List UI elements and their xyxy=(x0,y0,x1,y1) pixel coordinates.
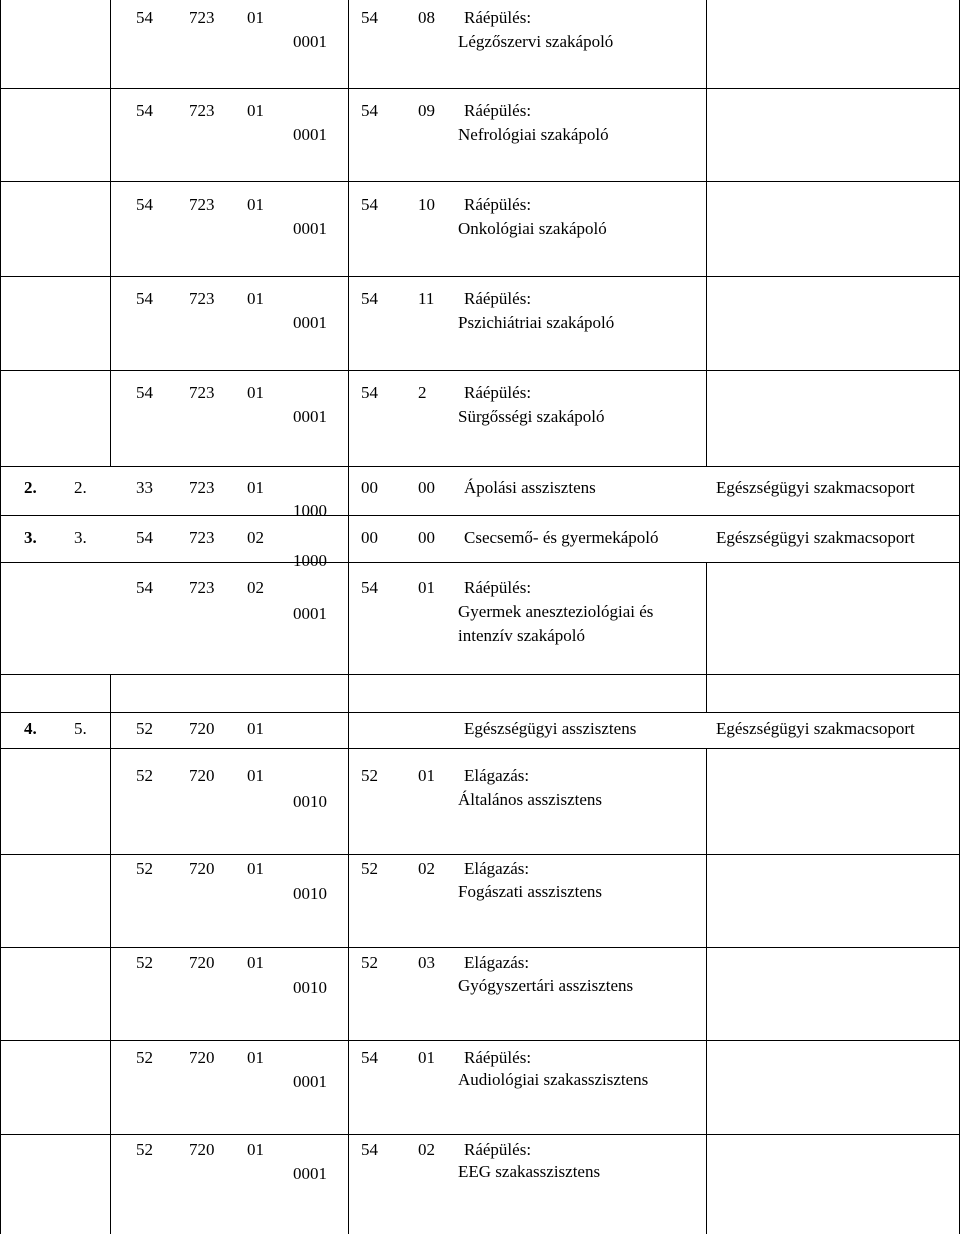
sub-code: 54 xyxy=(361,1048,378,1067)
row-number: 3. xyxy=(24,528,37,547)
code-part: 01 xyxy=(247,1140,264,1159)
qualification-name: Pszichiátriai szakápoló xyxy=(458,313,615,332)
sub-code: 54 xyxy=(361,8,378,27)
qualification-type: Ráépülés: xyxy=(464,289,532,308)
sub-code: 00 xyxy=(418,528,435,547)
code-part: 723 xyxy=(189,478,215,497)
qualification-type: Ráépülés: xyxy=(464,1140,532,1159)
row-number: 3. xyxy=(74,528,87,547)
qualification-type: Ráépülés: xyxy=(464,101,532,120)
code-suffix: 1000 xyxy=(293,551,327,570)
code-part: 01 xyxy=(247,478,264,497)
code-part: 02 xyxy=(247,578,264,597)
row-line xyxy=(0,947,960,948)
code-part: 54 xyxy=(136,195,153,214)
row-line xyxy=(0,1040,960,1041)
code-part: 720 xyxy=(189,1140,215,1159)
qualification-type: Elágazás: xyxy=(464,953,530,972)
table-border-left xyxy=(0,0,1,1234)
row-line xyxy=(0,712,960,713)
profession-group: Egészségügyi szakmacsoport xyxy=(716,528,915,547)
qualification-name: Onkológiai szakápoló xyxy=(458,219,607,238)
sub-code: 01 xyxy=(418,578,435,597)
code-part: 723 xyxy=(189,195,215,214)
qualification-name: Csecsemő- és gyermekápoló xyxy=(464,528,659,547)
sub-code: 10 xyxy=(418,195,435,214)
sub-code: 54 xyxy=(361,289,378,308)
sub-code: 01 xyxy=(418,1048,435,1067)
code-suffix: 0010 xyxy=(293,792,327,811)
code-part: 54 xyxy=(136,383,153,402)
code-suffix: 0001 xyxy=(293,1072,327,1091)
sub-code: 2 xyxy=(418,383,427,402)
code-part: 01 xyxy=(247,859,264,878)
sub-code: 54 xyxy=(361,101,378,120)
sub-code: 54 xyxy=(361,578,378,597)
qualification-name: Légzőszervi szakápoló xyxy=(458,32,614,51)
qualification-type: Ráépülés: xyxy=(464,195,532,214)
code-part: 52 xyxy=(136,953,153,972)
code-suffix: 0001 xyxy=(293,1164,327,1183)
sub-code: 00 xyxy=(361,478,378,497)
qualification-name: Nefrológiai szakápoló xyxy=(458,125,609,144)
column-divider-3 xyxy=(706,748,707,1234)
row-number: 5. xyxy=(74,719,87,738)
row-line xyxy=(0,88,960,89)
row-number: 2. xyxy=(24,478,37,497)
code-suffix: 0001 xyxy=(293,125,327,144)
sub-code: 11 xyxy=(418,289,435,308)
row-line xyxy=(0,674,960,675)
code-part: 54 xyxy=(136,528,153,547)
code-suffix: 1000 xyxy=(293,501,327,520)
qualification-name: Általános asszisztens xyxy=(458,790,602,809)
code-part: 723 xyxy=(189,289,215,308)
code-part: 01 xyxy=(247,101,264,120)
profession-group: Egészségügyi szakmacsoport xyxy=(716,478,915,497)
code-part: 723 xyxy=(189,578,215,597)
sub-code: 54 xyxy=(361,195,378,214)
column-divider-2 xyxy=(348,0,349,1234)
code-part: 52 xyxy=(136,719,153,738)
sub-code: 00 xyxy=(418,478,435,497)
qualification-type: Ráépülés: xyxy=(464,8,532,27)
column-divider-1 xyxy=(110,674,111,1234)
sub-code: 54 xyxy=(361,1140,378,1159)
sub-code: 52 xyxy=(361,766,378,785)
code-suffix: 0010 xyxy=(293,978,327,997)
sub-code: 09 xyxy=(418,101,435,120)
row-line xyxy=(0,276,960,277)
code-part: 01 xyxy=(247,383,264,402)
sub-code: 02 xyxy=(418,859,435,878)
row-line xyxy=(0,515,960,516)
code-part: 723 xyxy=(189,8,215,27)
code-suffix: 0001 xyxy=(293,604,327,623)
code-suffix: 0001 xyxy=(293,407,327,426)
column-divider-3 xyxy=(706,0,707,466)
qualification-name: Gyógyszertári asszisztens xyxy=(458,976,634,995)
code-part: 723 xyxy=(189,528,215,547)
code-part: 33 xyxy=(136,478,153,497)
sub-code: 54 xyxy=(361,383,378,402)
code-part: 02 xyxy=(247,528,264,547)
code-part: 01 xyxy=(247,195,264,214)
code-part: 01 xyxy=(247,953,264,972)
code-part: 720 xyxy=(189,1048,215,1067)
row-line xyxy=(0,1134,960,1135)
code-part: 52 xyxy=(136,766,153,785)
row-line xyxy=(0,854,960,855)
code-part: 01 xyxy=(247,8,264,27)
row-line xyxy=(0,370,960,371)
qualification-name: Fogászati asszisztens xyxy=(458,882,602,901)
qualification-name: Gyermek aneszteziológiai és xyxy=(458,602,654,621)
profession-group: Egészségügyi szakmacsoport xyxy=(716,719,915,738)
sub-code: 52 xyxy=(361,953,378,972)
qualification-type: Ráépülés: xyxy=(464,383,532,402)
sub-code: 02 xyxy=(418,1140,435,1159)
row-number: 2. xyxy=(74,478,87,497)
row-number: 4. xyxy=(24,719,37,738)
code-part: 720 xyxy=(189,719,215,738)
qualification-name: Egészségügyi asszisztens xyxy=(464,719,637,738)
row-line xyxy=(0,562,960,563)
code-part: 54 xyxy=(136,101,153,120)
qualification-type: Elágazás: xyxy=(464,859,530,878)
code-suffix: 0010 xyxy=(293,884,327,903)
code-part: 720 xyxy=(189,766,215,785)
sub-code: 52 xyxy=(361,859,378,878)
row-line xyxy=(0,181,960,182)
sub-code: 00 xyxy=(361,528,378,547)
column-divider-3 xyxy=(706,562,707,712)
code-part: 54 xyxy=(136,578,153,597)
code-part: 54 xyxy=(136,8,153,27)
code-part: 52 xyxy=(136,859,153,878)
qualification-name: Ápolási asszisztens xyxy=(464,478,596,497)
row-line xyxy=(0,748,960,749)
code-suffix: 0001 xyxy=(293,32,327,51)
qualification-name: EEG szakasszisztens xyxy=(458,1162,601,1181)
code-part: 01 xyxy=(247,1048,264,1067)
qualification-name: intenzív szakápoló xyxy=(458,626,585,645)
qualification-name: Sürgősségi szakápoló xyxy=(458,407,605,426)
code-part: 52 xyxy=(136,1048,153,1067)
code-part: 723 xyxy=(189,383,215,402)
column-divider-1 xyxy=(110,0,111,466)
qualification-type: Ráépülés: xyxy=(464,578,532,597)
code-part: 54 xyxy=(136,289,153,308)
code-part: 723 xyxy=(189,101,215,120)
sub-code: 03 xyxy=(418,953,435,972)
code-suffix: 0001 xyxy=(293,313,327,332)
sub-code: 08 xyxy=(418,8,435,27)
code-part: 52 xyxy=(136,1140,153,1159)
code-part: 720 xyxy=(189,859,215,878)
code-part: 01 xyxy=(247,289,264,308)
sub-code: 01 xyxy=(418,766,435,785)
code-part: 01 xyxy=(247,719,264,738)
qualification-type: Elágazás: xyxy=(464,766,530,785)
qualification-name: Audiológiai szakasszisztens xyxy=(458,1070,649,1089)
code-part: 720 xyxy=(189,953,215,972)
code-suffix: 0001 xyxy=(293,219,327,238)
qualification-type: Ráépülés: xyxy=(464,1048,532,1067)
code-part: 01 xyxy=(247,766,264,785)
row-line xyxy=(0,466,960,467)
